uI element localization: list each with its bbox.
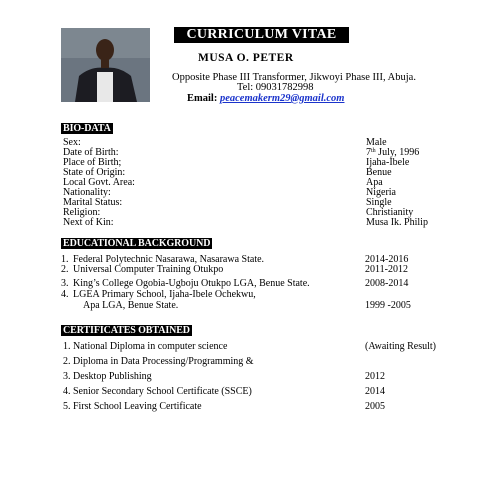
bio-label: Religion: <box>63 207 101 218</box>
edu-institution: Federal Polytechnic Nasarawa, Nasarawa State. <box>73 254 265 265</box>
bio-value: Apa <box>366 177 383 188</box>
bio-label: State of Origin: <box>63 167 126 178</box>
cert-year: 2012 <box>365 371 385 382</box>
bio-value: Benue <box>366 167 392 178</box>
address: Opposite Phase III Transformer, Jikwoyi Phase III, Abuja. <box>172 72 416 83</box>
bio-label: Nationality: <box>63 187 111 198</box>
email-label: Email: <box>187 93 218 104</box>
bio-label: Place of Birth; <box>63 157 122 168</box>
bio-value: Musa Ik. Philip <box>366 217 428 228</box>
edu-number: 2. <box>61 264 69 275</box>
cert-item: 2. Diploma in Data Processing/Programming & <box>63 356 254 367</box>
bio-label: Marital Status: <box>63 197 123 208</box>
bio-label: Next of Kin: <box>63 217 114 228</box>
cert-item: 5. First School Leaving Certificate <box>63 401 202 412</box>
section-heading-education: EDUCATIONAL BACKGROUND <box>63 238 211 249</box>
section-heading-certificates: CERTIFICATES OBTAINED <box>63 325 190 336</box>
telephone: Tel: 09031782998 <box>237 82 314 93</box>
edu-institution: Universal Computer Training Otukpo <box>73 264 224 275</box>
profile-photo <box>61 28 150 102</box>
bio-value: Nigeria <box>366 187 396 198</box>
cert-item: 4. Senior Secondary School Certificate (SSCE) <box>63 386 252 397</box>
edu-number: 3. <box>61 278 69 289</box>
bio-value: Christianity <box>366 207 414 218</box>
email-link[interactable]: peacemakerm29@gmail.com <box>219 93 345 104</box>
edu-institution: King’s College Ogobia-Ugboju Otukpo LGA, Benue State. <box>73 278 310 289</box>
section-heading-bio: BIO-DATA <box>63 123 111 134</box>
email-line <box>187 93 344 104</box>
edu-institution: LGEA Primary School, Ijaha-Ibele Ochekwu, <box>73 289 256 300</box>
edu-years: 2011-2012 <box>365 264 408 275</box>
edu-number: 1. <box>61 254 69 265</box>
bio-value: Male <box>366 137 387 148</box>
cert-year: 2014 <box>365 386 385 397</box>
edu-years: 2014-2016 <box>365 254 409 265</box>
bio-label: Sex: <box>63 137 81 148</box>
bio-label: Date of Birth: <box>63 147 119 158</box>
applicant-name: MUSA O. PETER <box>198 52 294 64</box>
cert-year: 2005 <box>365 401 385 412</box>
edu-institution-cont: Apa LGA, Benue State. <box>83 300 179 311</box>
bio-value: Single <box>366 197 392 208</box>
cert-item: 3. Desktop Publishing <box>63 371 152 382</box>
cert-item: 1. National Diploma in computer science <box>63 341 228 352</box>
edu-number: 4. <box>61 289 69 300</box>
edu-years: 2008-2014 <box>365 278 409 289</box>
bio-value: Ijaha-Ibele <box>366 157 410 168</box>
bio-label: Local Govt. Area: <box>63 177 135 188</box>
bio-value: 7th July, 1996 <box>366 147 420 158</box>
cert-year: (Awaiting Result) <box>365 341 437 352</box>
edu-years: 1999 -2005 <box>365 300 411 311</box>
page-title: CURRICULUM VITAE <box>174 27 349 43</box>
